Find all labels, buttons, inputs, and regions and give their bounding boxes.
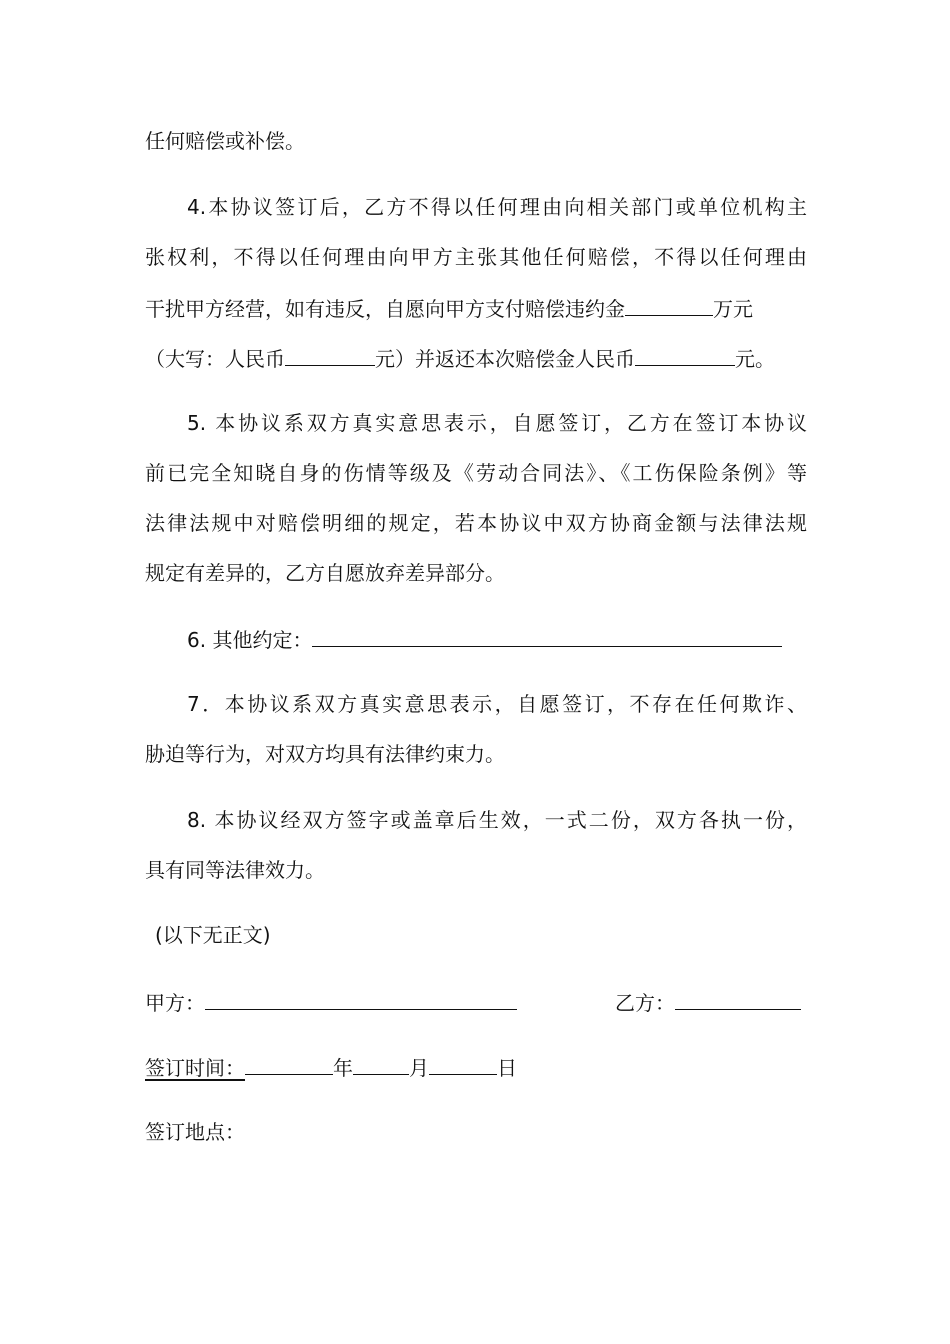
day-blank[interactable] (429, 1054, 497, 1075)
party-b-label: 乙方： (615, 991, 675, 1015)
unit-wan-yuan: 万元 (713, 297, 753, 321)
sign-place-label: 签订地点： (145, 1120, 245, 1144)
penalty-amount-blank[interactable] (625, 295, 713, 316)
clause-4-line-3 (145, 295, 753, 321)
clause-5-line-3: 法律法规中对赔偿明细的规定，若本协议中双方协商金额与法律法规 (145, 511, 807, 535)
clause-5-line-1: 5. 本协议系双方真实意思表示，自愿签订，乙方在签订本协议 (187, 411, 807, 435)
year-label: 年 (333, 1056, 353, 1080)
year-blank[interactable] (245, 1054, 333, 1075)
clause-8-line-1: 8. 本协议经双方签字或盖章后生效，一式二份，双方各执一份， (187, 808, 807, 832)
clause-4-line-2: 张权利，不得以任何理由向甲方主张其他任何赔偿，不得以任何理由 (145, 245, 807, 269)
clause-8-line-2: 具有同等法律效力。 (145, 858, 325, 882)
day-label: 日 (497, 1056, 517, 1080)
month-label: 月 (409, 1056, 429, 1080)
clause-5-line-2: 前已完全知晓自身的伤情等级及《劳动合同法》、《工伤保险条例》等 (145, 461, 807, 485)
refund-label: 元）并返还本次赔偿金人民币 (375, 347, 635, 371)
other-terms-blank[interactable] (312, 626, 782, 647)
capital-amount-blank[interactable] (285, 345, 375, 366)
clause-5-line-4: 规定有差异的，乙方自愿放弃差异部分。 (145, 561, 505, 585)
sign-time-label: 签订时间： (145, 1056, 245, 1080)
text-line: 任何赔偿或补偿。 (145, 129, 305, 153)
clause-4-line-4 (145, 345, 775, 371)
unit-yuan: 元。 (735, 347, 775, 371)
party-b-signature-blank[interactable] (675, 989, 801, 1010)
clause-7-line-2: 胁迫等行为，对双方均具有法律约束力。 (145, 742, 505, 766)
party-a-row (145, 989, 517, 1015)
capital-amount-label: （大写：人民币 (145, 347, 285, 371)
sign-time-row (145, 1054, 517, 1080)
party-b-row (615, 989, 801, 1015)
other-terms-label: 6. 其他约定： (187, 628, 313, 652)
refund-amount-blank[interactable] (635, 345, 735, 366)
month-blank[interactable] (353, 1054, 409, 1075)
clause-6-line (187, 626, 782, 652)
party-a-signature-blank[interactable] (205, 989, 517, 1010)
clause-4-line-1: 4.本协议签订后，乙方不得以任何理由向相关部门或单位机构主 (187, 195, 807, 219)
clause-4-line-3-text: 干扰甲方经营，如有违反，自愿向甲方支付赔偿违约金 (145, 297, 625, 321)
clause-7-line-1: 7．本协议系双方真实意思表示，自愿签订，不存在任何欺诈、 (187, 692, 807, 716)
party-a-label: 甲方： (145, 991, 205, 1015)
end-note: (以下无正文) (155, 923, 271, 947)
